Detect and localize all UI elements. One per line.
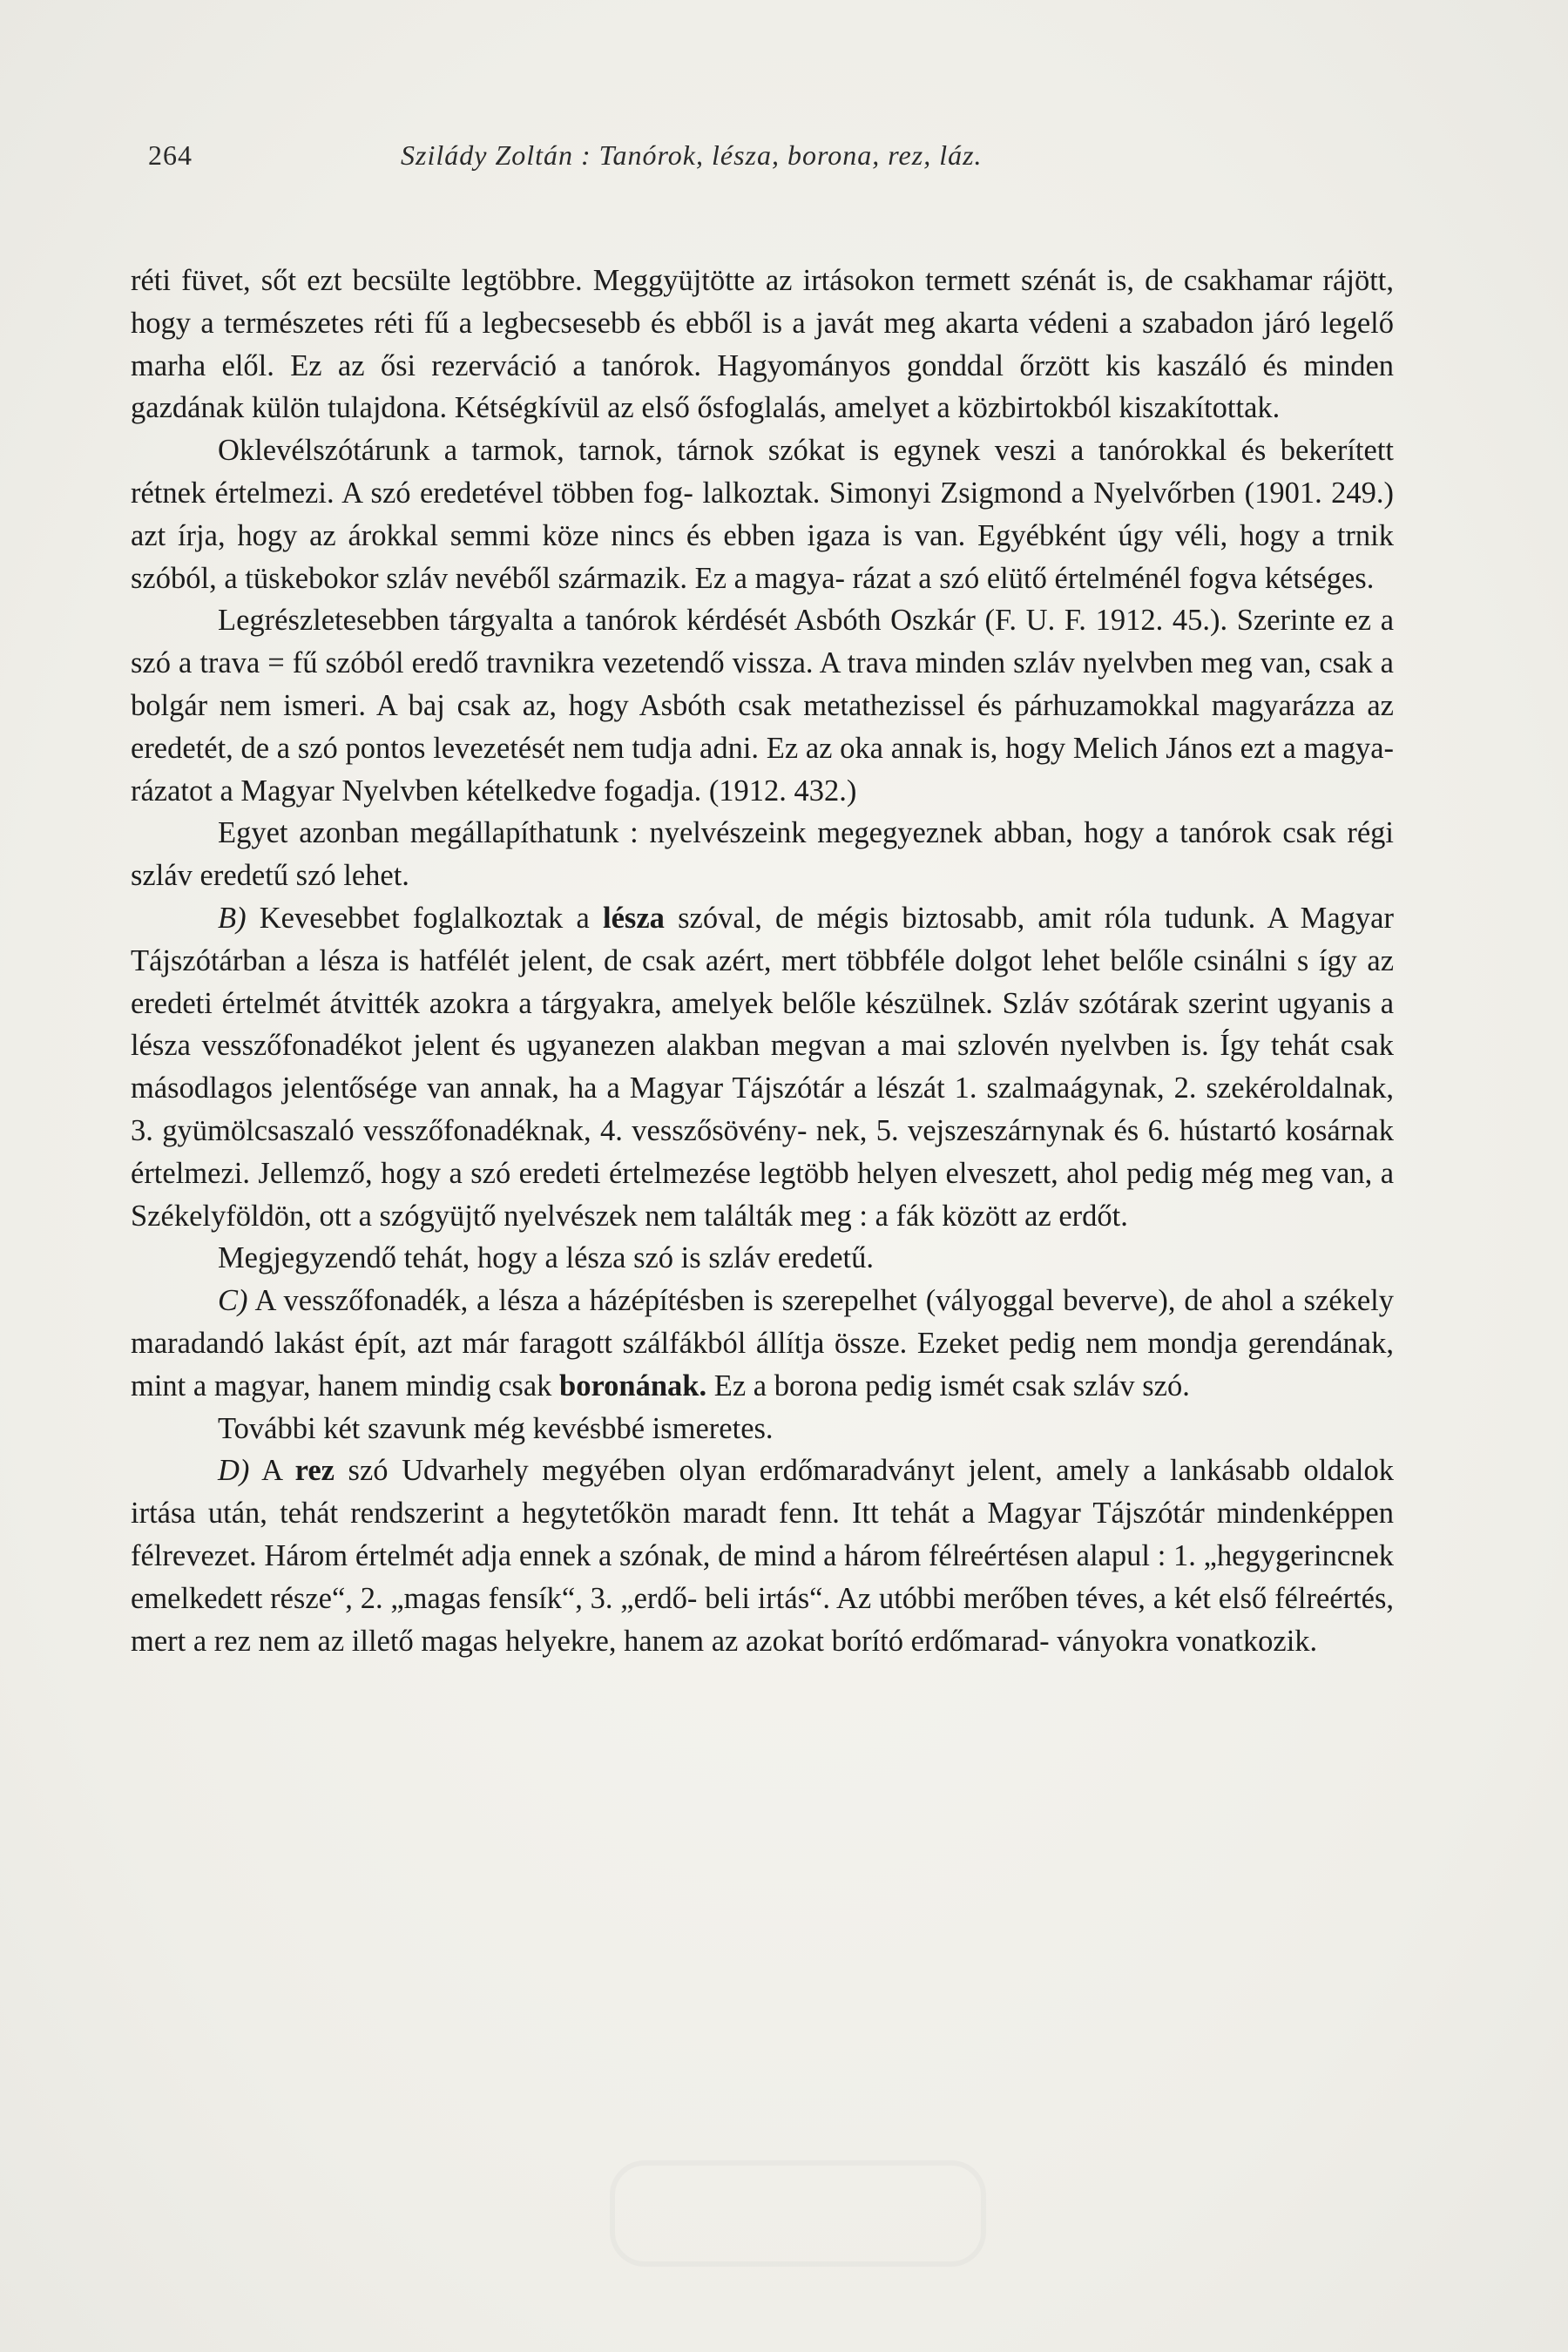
paragraph-6 [131,1237,1394,1280]
text-line: Oklevélszótárunk a tarmok, tarnok, tárnok szókat is egynek veszi [218,434,1057,468]
text-line: szó Udvarhely megyében olyan erdőmaradványt jelent, [348,1454,1043,1488]
bold-term: rez [294,1454,335,1488]
paragraph-4 [131,812,1394,897]
running-title: Sziládу Zoltán : Tanórok, lésza, borona, rez, láz. [401,139,983,171]
text-line: vezetendő vissza. A trava minden szláv nyelvben meg van, csak a [602,646,1394,680]
paragraph-8 [131,1408,1394,1450]
paragraph-1 [131,260,1394,429]
text-line: A vesszőfonadék, a lésza a házépítésben is szerepelhet (vályoggal [254,1284,1055,1318]
text-line: ványokra vonatkozik. [1057,1624,1318,1658]
text-line: de csak azért, mert többféle dolgot lehet belőle csinálni s így az eredeti [131,943,1395,1020]
page-number: 264 [148,139,193,171]
text-line: Három értelmét adja ennek a szónak, de mind a három félreértésen [264,1538,1069,1572]
text-line: Ez az ősi rezerváció a tanórok. Hagyományos gonddal őrzött kis kaszáló [290,348,1247,382]
paragraph-3 [131,599,1394,812]
text-line: még meg van, a Székelyföldön, ott a szógyüjtő nyelvészek nem találták [131,1156,1395,1233]
faint-stamp-mark [610,2160,986,2267]
paragraph-section-d [131,1450,1394,1662]
paragraph-section-b [131,897,1394,1237]
text-line: és ebből is a javát meg akarta védeni a szabadon járó legelő marha elől. [131,306,1394,382]
text-line: szóval, de mégis biztosabb, [678,901,1025,935]
section-label: D) [218,1454,250,1488]
text-line: értelmét átvitték azokra a tárgyakra, amelyek belőle készülnek. Szláv [221,986,1070,1020]
text-line: nem az illető magas helyekre, hanem az azokat borító erdőmarad- [258,1624,1050,1658]
text-line: 2. szekéroldalnak, 3. gyümölcsaszaló vesszőfonadéknak, 4. vesszősövény- [131,1071,1395,1147]
text-line: amely a lankásabb oldalok irtása után, tehát rendszerint a hegytetőkön [131,1454,1395,1531]
body-text [131,260,1394,1662]
text-line: (F. U. F. 1912. 45.). Szerinte ez a szó a trava = fű szóból eredő travnikra [131,604,1395,680]
text-line: bolgár nem ismeri. A baj csak az, hogy Asbóth csak metathezissel és [131,688,1003,722]
text-line: meg : a fák között az erdőt. [800,1199,1128,1233]
text-line: és minden gazdának külön tulajdona. Kétségkívül az első ősfoglalás, [131,348,1395,425]
text-line: hogy a trnik szóból, a tüskebokor szláv nevéből származik. Ez a magya- [131,518,1394,595]
text-line: szláv szó. [1072,1369,1190,1402]
text-line: lalkoztak. Simonyi Zsigmond a Nyelvőrben (1901. 249.) azt írja, hogy az [131,476,1395,552]
text-line: A [261,1454,282,1488]
text-line: alapul : 1. „hegygerincnek emelkedett része“, 2. „magas fensík“, 3. „erdő- [131,1538,1395,1615]
text-line: amit róla tudunk. A Magyar Tájszótárban a lésza is hatfélét jelent, [131,901,1394,977]
text-line: hogy a szó eredeti értelmezése legtöbb helyen elveszett, ahol pedig [381,1156,1193,1190]
text-line: párhuzamokkal magyarázza az eredetét, de a szó pontos levezetését [131,688,1394,765]
text-line: nem tudja adni. Ez az oka annak is, hogy Melich János ezt a magya- [572,731,1395,765]
text-line: Legrészletesebben tárgyalta a tanórok kérdését Asbóth Oszkár [218,604,976,638]
text-line: réti füvet, sőt ezt becsülte legtöbbre. Meggyüjtötte az irtásokon termett [131,264,1010,297]
section-label: B) [218,901,247,935]
text-line: beverve), de ahol a székely maradandó lakást épít, azt már faragott [131,1284,1394,1360]
paragraph-section-c [131,1280,1394,1407]
paragraph-2 [131,429,1394,599]
text-line: Kevesebbet foglalkoztak a [259,901,590,935]
text-line: szótárak szerint ugyanis a lésza vesszőfonadékot jelent és ugyanezen [131,986,1395,1063]
text-line: szénát is, de csakhamar rájött, hogy a természetes réti fű a legbecsesebb [131,264,1394,340]
text-line: alakban megvan a mai szlovén nyelvben is. Így tehát csak másodlagos [131,1029,1395,1105]
text-line: nek, 5. vejszeszárnynak és 6. hústartó kosárnak értelmezi. Jellemző, [131,1113,1395,1190]
text-line: a tanórokkal és bekerített rétnek értelmezi. A szó eredetével többen fog- [131,434,1394,510]
section-label: C) [218,1284,248,1318]
text-line: Ez a borona pedig ismét csak [713,1369,1066,1402]
bold-term: lésza [603,901,665,935]
text-line: rázatot a Magyar Nyelvben kételkedve fogadja. (1912. 432.) [131,774,857,808]
running-head [148,139,1420,192]
text-line: További két szavunk még kevésbbé ismeretes. [218,1411,774,1445]
text-line: abban, hogy a tanórok csak régi szláv eredetű szó lehet. [131,816,1395,893]
text-line: maradt fenn. Itt tehát a Magyar Tájszótár mindenképpen félrevezet. [131,1497,1394,1572]
bold-term: boronának. [559,1369,707,1402]
text-line: jelentősége van annak, ha a Magyar Tájszótár a lészát 1. szalmaágynak, [281,1071,1165,1105]
text-line: Egyet azonban megállapíthatunk : nyelvészeink megegyeznek [218,816,983,850]
text-line: a magyar, hanem mindig csak [193,1369,552,1402]
text-line: Megjegyzendő tehát, hogy a lésza szó is szláv eredetű. [218,1241,874,1275]
text-line: amelyet a közbirtokból kiszakítottak. [834,391,1281,425]
text-line: szálfákból állítja össze. Ezeket pedig nem mondja gerendának, mint [131,1326,1394,1402]
text-line: beli irtás“. Az utóbbi merőben téves, a két első félreértés, mert a rez [131,1581,1395,1658]
text-line: árokkal semmi köze nincs és ebben igaza is van. Egyébként úgy véli, [348,518,1228,552]
text-line: rázat a szó elütő értelménél fogva kétséges. [852,561,1375,595]
